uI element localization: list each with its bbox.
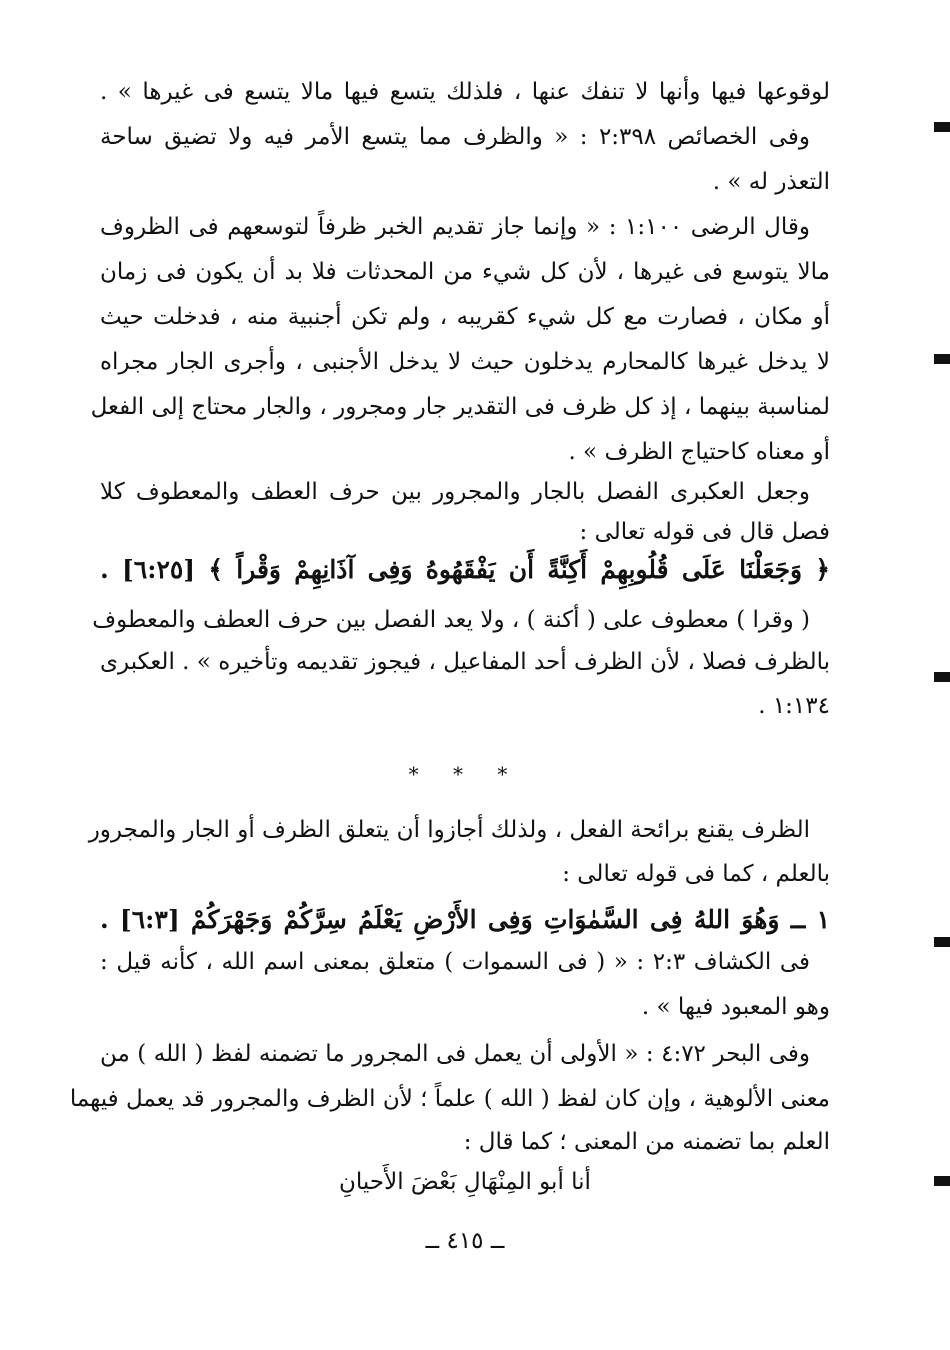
text-line-8: لمناسبة بينهما ، إذ كل ظرف فى التقدير جار ومجرور ، والجار محتاج إلى الفعل — [90, 394, 830, 420]
scan-edge-mark — [934, 354, 950, 364]
text-line-14: بالظرف فصلا ، لأن الظرف أحد المفاعيل ، فيجوز تقديمه وتأخيره » . العكبرى — [100, 649, 830, 675]
scan-edge-mark — [934, 672, 950, 682]
text-line-5: مالا يتوسع فى غيرها ، لأن كل شيء من المحدثات فلا بد أن يكون فى زمان — [100, 259, 830, 285]
page-number: ــ ٤١٥ ــ — [425, 1228, 505, 1254]
text-line-6: أو مكان ، فصارت مع كل شيء كقريبه ، ولم تكن أجنبية منه ، فدخلت حيث — [100, 304, 830, 330]
text-line-19: فى الكشاف ٢:٣ : « ( فى السموات ) متعلق بمعنى اسم الله ، كأنه قيل : — [100, 949, 810, 975]
text-line-21: وفى البحر ٤:٧٢ : « الأولى أن يعمل فى المجرور ما تضمنه لفظ ( الله ) من — [100, 1041, 810, 1067]
quran-verse-2: ١ ــ وَهُوَ اللهُ فِى السَّمٰوَاتِ وَفِى الأَرْضِ يَعْلَمُ سِرَّكُمْ وَجَهْرَكُمْ [٦:٣] . — [100, 905, 830, 934]
text-line-10: وجعل العكبرى الفصل بالجار والمجرور بين حرف العطف والمعطوف كلا — [100, 479, 810, 505]
poetry-verse: أنا أبو المِنْهَالِ بَعْضَ الأَحيانِ — [339, 1169, 591, 1195]
section-separator: * * * — [408, 762, 522, 786]
text-line-17: بالعلم ، كما فى قوله تعالى : — [562, 861, 830, 887]
text-line-13: ( وقرا ) معطوف على ( أكنة ) ، ولا يعد الفصل بين حرف العطف والمعطوف — [92, 607, 810, 633]
scan-edge-mark — [934, 122, 950, 132]
text-line-16: الظرف يقنع برائحة الفعل ، ولذلك أجازوا أن يتعلق الظرف أو الجار والمجرور — [88, 817, 810, 843]
text-line-2: وفى الخصائص ٢:٣٩٨ : « والظرف مما يتسع الأمر فيه ولا تضيق ساحة — [100, 124, 810, 150]
text-line-11: فصل قال فى قوله تعالى : — [579, 519, 830, 545]
quran-verse-1: ﴿ وَجَعَلْنَا عَلَى قُلُوبِهِمْ أَكِنَّةً أَن يَفْقَهُوهُ وَفِى آذَانِهِمْ وَقْراً ﴾ [٦:٢٥] . — [100, 555, 830, 584]
text-line-15: ١:١٣٤ . — [758, 693, 830, 719]
scan-edge-mark — [934, 1176, 950, 1186]
document-page — [69, 70, 830, 1270]
text-line-23: العلم بما تضمنه من المعنى ؛ كما قال : — [463, 1129, 830, 1155]
text-line-1: لوقوعها فيها وأنها لا تنفك عنها ، فلذلك يتسع فيها مالا يتسع فى غيرها » . — [100, 79, 830, 105]
text-line-9: أو معناه كاحتياج الظرف » . — [568, 439, 830, 465]
text-line-4: وقال الرضى ١:١٠٠ : « وإنما جاز تقديم الخبر ظرفاً لتوسعهم فى الظروف — [100, 214, 810, 240]
text-line-7: لا يدخل غيرها كالمحارم يدخلون حيث لا يدخل الأجنبى ، وأجرى الجار مجراه — [100, 349, 830, 375]
scan-edge-mark — [934, 937, 950, 947]
text-line-3: التعذر له » . — [712, 169, 830, 195]
text-line-22: معنى الألوهية ، وإن كان لفظ ( الله ) علماً ؛ لأن الظرف والمجرور قد يعمل فيهما — [69, 1086, 830, 1112]
text-line-20: وهو المعبود فيها » . — [641, 994, 830, 1020]
